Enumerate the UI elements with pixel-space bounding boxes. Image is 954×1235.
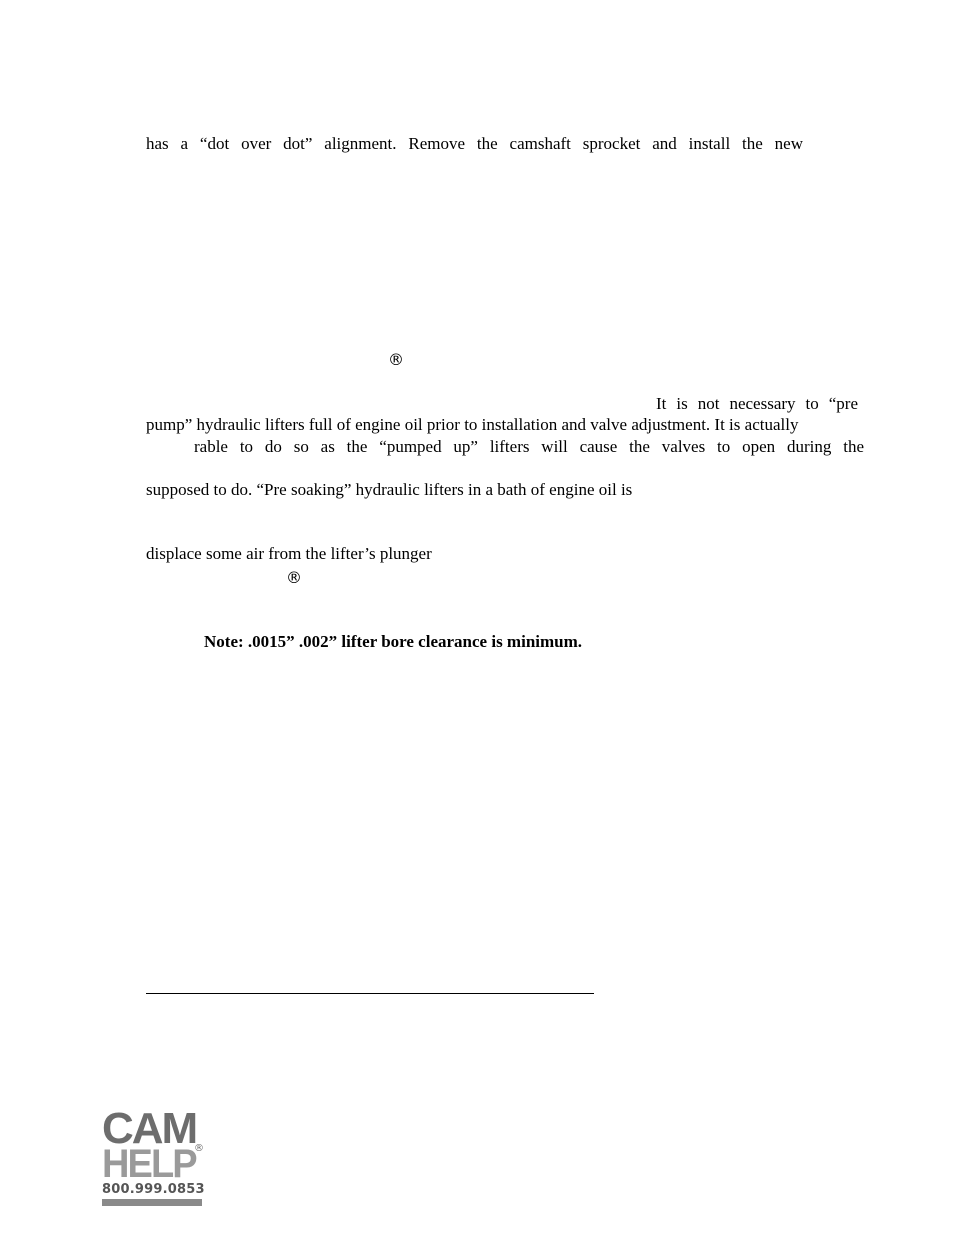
logo-help-text: HELP bbox=[102, 1142, 196, 1186]
body-line-3: pump” hydraulic lifters full of engine oil prior to installation and valve adjustment. It is actually bbox=[146, 415, 799, 434]
body-line-6: displace some air from the lifter’s plunger bbox=[146, 544, 432, 563]
logo-registered-mark: ® bbox=[194, 1143, 204, 1154]
body-line-1: has a “dot over dot” alignment. Remove the camshaft sprocket and install the new bbox=[146, 134, 803, 153]
footnote-rule bbox=[146, 993, 594, 994]
registered-mark-2: ® bbox=[286, 568, 302, 587]
body-line-4: rable to do so as the “pumped up” lifters will cause the valves to open during the bbox=[194, 437, 864, 456]
logo-phone-number: 800.999.0853 bbox=[102, 1182, 205, 1197]
note-text: Note: .0015” .002” lifter bore clearance is minimum. bbox=[204, 632, 583, 651]
camhelp-logo bbox=[102, 1104, 206, 1208]
logo-bottom-strip bbox=[102, 1199, 202, 1206]
registered-mark-1: ® bbox=[388, 350, 404, 369]
body-line-5: supposed to do. “Pre soaking” hydraulic lifters in a bath of engine oil is bbox=[146, 480, 633, 499]
body-line-2: It is not necessary to “pre bbox=[656, 394, 858, 413]
logo-cam-text: CAM bbox=[102, 1104, 197, 1153]
